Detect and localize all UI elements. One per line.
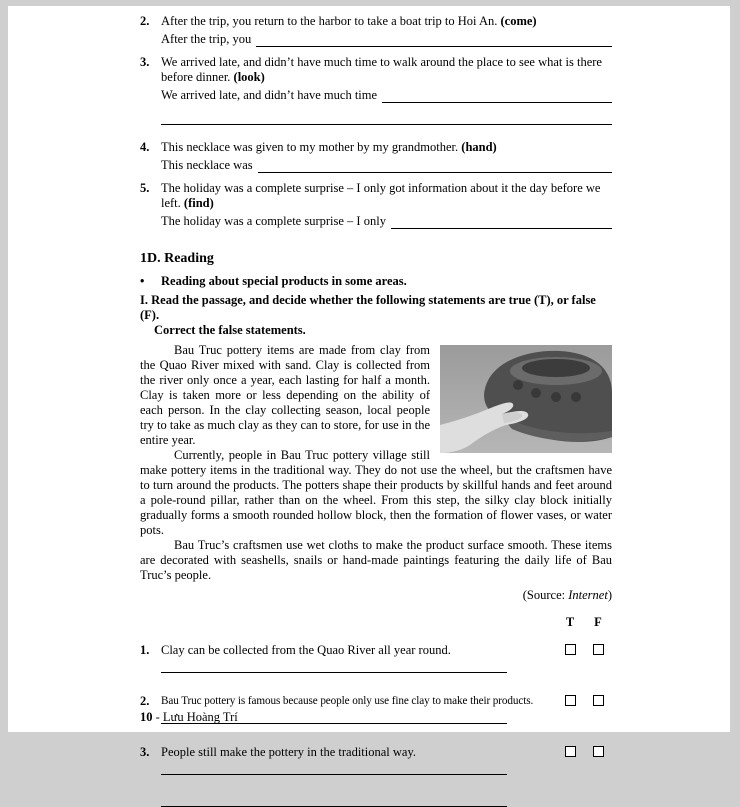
section-objective: [140, 274, 612, 289]
pottery-photo: [440, 345, 612, 453]
answer-line[interactable]: [258, 160, 612, 173]
source-name: Internet: [568, 588, 608, 602]
exercise-keyword: (find): [183, 196, 214, 210]
statement-text: People still make the pottery in the traditional way.: [161, 745, 417, 759]
answer-line[interactable]: [391, 216, 612, 229]
page-content: [140, 14, 612, 807]
page-number: 10: [140, 710, 153, 724]
answer-stem: The holiday was a complete surprise – I only: [161, 214, 386, 228]
answer-line[interactable]: [256, 34, 612, 47]
reading-passage: [140, 343, 612, 583]
false-checkbox[interactable]: [593, 695, 604, 706]
correction-line[interactable]: [161, 760, 507, 775]
exercise-prompt: This necklace was given to my mother by my grandmother. (hand): [161, 140, 497, 154]
true-checkbox[interactable]: [565, 746, 576, 757]
exercise-keyword: (hand): [461, 140, 497, 154]
objective-text: Reading about special products in some areas.: [161, 274, 407, 288]
exercise-prompt: We arrived late, and didn’t have much time to walk around the place to see what is there before dinner. (look): [161, 55, 602, 84]
pottery-photo-graphic: [440, 345, 612, 453]
book-page: [8, 6, 730, 759]
exercise-keyword: (come): [500, 14, 537, 28]
task-instruction: [140, 293, 612, 338]
true-column-label: T: [565, 615, 575, 629]
page-footer: [140, 710, 238, 725]
answer-line[interactable]: [161, 111, 612, 125]
exercise-item-2: [140, 14, 612, 47]
bullet-icon: •: [140, 274, 145, 288]
true-false-header: [140, 615, 612, 630]
exercise-item-3: [140, 55, 612, 125]
false-checkbox[interactable]: [593, 746, 604, 757]
instruction-line-1: I. Read the passage, and decide whether the following statements are true (T), or false (F).: [140, 293, 596, 322]
passage-paragraph: Bau Truc pottery items are made from clay from the Quao River mixed with sand. Clay is collected from the river only once a year, each lasting for half a month. Clay is taken more or less depending on the ability of each person. In the clay collecting season, local people try to take as much clay as they can to store, for use in the entire year.: [140, 343, 430, 447]
exercise-prompt: The holiday was a complete surprise – I only got information about it the day before we left. (find): [161, 181, 601, 210]
answer-stem: We arrived late, and didn’t have much time: [161, 88, 378, 102]
correction-line[interactable]: [161, 792, 507, 807]
statement-text: Clay can be collected from the Quao River all year round.: [161, 643, 451, 657]
false-column-label: F: [594, 615, 602, 629]
false-checkbox[interactable]: [593, 644, 604, 655]
exercise-keyword: (look): [233, 70, 265, 84]
author-name: - Lưu Hoàng Trí: [155, 710, 238, 724]
passage-paragraph: Bau Truc’s craftsmen use wet cloths to make the product surface smooth. These items are decorated with seashells, snails or hand-made paintings featuring the daily life of Bau Truc’s people.: [140, 538, 612, 582]
statement-number: 1.: [140, 643, 150, 657]
answer-line[interactable]: [382, 90, 612, 103]
true-checkbox[interactable]: [565, 644, 576, 655]
correction-line[interactable]: [161, 658, 507, 673]
exercise-number: 4.: [140, 140, 150, 154]
answer-stem: After the trip, you: [161, 32, 252, 46]
exercise-number: 3.: [140, 55, 150, 69]
section-title: 1D. Reading: [140, 251, 214, 266]
statement-number: 3.: [140, 745, 150, 759]
statement-1: [140, 643, 612, 673]
statement-3: [140, 745, 612, 807]
exercise-prompt: After the trip, you return to the harbor to take a boat trip to Hoi An. (come): [161, 14, 537, 28]
instruction-line-2: Correct the false statements.: [154, 323, 306, 337]
passage-paragraph: Currently, people in Bau Truc pottery village still make pottery items in the traditional way. They do not use the wheel, but the craftsmen have to turn around the products. The potters shape their products by skillful hands and feet around a pole-round pillar, rather than on the wheel. From this step, the silky clay block initially gradually forms a smooth rounded hollow block, then the formation of flower vases, or water pots.: [140, 448, 612, 537]
exercise-number: 2.: [140, 14, 150, 28]
true-checkbox[interactable]: [565, 695, 576, 706]
statement-number: 2.: [140, 694, 150, 708]
source-line: (Source: Internet): [522, 588, 612, 602]
statement-text: Bau Truc pottery is famous because people only use fine clay to make their products.: [161, 695, 534, 707]
exercise-item-5: [140, 181, 612, 229]
answer-stem: This necklace was: [161, 158, 253, 172]
exercise-number: 5.: [140, 181, 150, 195]
exercise-item-4: [140, 140, 612, 173]
